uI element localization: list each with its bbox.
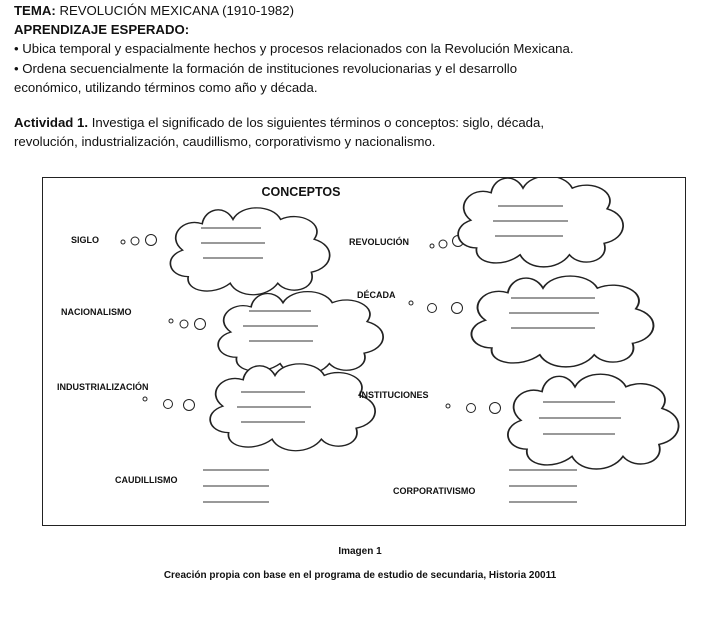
cloud-siglo — [170, 208, 329, 295]
label-caudillismo: CAUDILLISMO — [115, 475, 178, 485]
bubble-large — [195, 319, 206, 330]
bubble-medium — [467, 404, 476, 413]
bubble-small — [169, 319, 173, 323]
label-instituciones: INSTITUCIONES — [359, 390, 429, 400]
bubble-large — [490, 403, 501, 414]
learning-heading: APRENDIZAJE ESPERADO: — [14, 22, 190, 37]
label-industrializacion: INDUSTRIALIZACIÓN — [57, 382, 149, 392]
activity-label: Actividad 1. — [14, 115, 89, 130]
bubble-small — [446, 404, 450, 408]
activity-text-1: Investiga el significado de los siguientes términos o conceptos: siglo, década, — [91, 115, 545, 130]
bubble-small — [143, 397, 147, 401]
topic-value: REVOLUCIÓN MEXICANA (1910-1982) — [59, 3, 294, 18]
label-revolucion: REVOLUCIÓN — [349, 237, 410, 247]
bubble-medium — [164, 400, 173, 409]
label-corporativismo: CORPORATIVISMO — [393, 486, 476, 496]
bubble-small — [430, 244, 434, 248]
source-caption: Creación propia con base en el programa de estudio de secundaria, Historia 20011 — [163, 570, 557, 581]
bubble-large — [146, 235, 157, 246]
activity-line-1 — [14, 114, 544, 132]
cloud-revolucion — [458, 178, 623, 267]
image-caption: Imagen 1 — [338, 546, 382, 557]
bubble-medium — [439, 240, 447, 248]
topic-label: TEMA: — [14, 3, 56, 18]
bubble-medium — [131, 237, 139, 245]
bubble-medium — [180, 320, 188, 328]
label-nacionalismo: NACIONALISMO — [61, 307, 132, 317]
cloud-instituciones — [508, 374, 679, 469]
label-decada: DÉCADA — [357, 290, 396, 300]
bullet-2-line-1: • Ordena secuencialmente la formación de instituciones revolucionarias y el desarrollo — [14, 61, 518, 76]
bubble-medium — [428, 304, 437, 313]
label-siglo: SIGLO — [71, 235, 100, 245]
cloud-nacionalismo — [218, 292, 383, 375]
bubble-large — [452, 303, 463, 314]
bullet-2-line-2: económico, utilizando términos como año y década. — [14, 80, 318, 95]
diagram-title: CONCEPTOS — [261, 185, 341, 199]
cloud-decada — [471, 276, 653, 367]
concepts-diagram — [43, 178, 684, 524]
bubble-small — [121, 240, 125, 244]
bubble-small — [409, 301, 413, 305]
activity-line-2: revolución, industrialización, caudillismo, corporativismo y nacionalismo. — [14, 134, 436, 149]
bullet-1: • Ubica temporal y espacialmente hechos y procesos relacionados con la Revolución Mexicana. — [14, 41, 574, 56]
bubble-large — [184, 400, 195, 411]
concepts-diagram-frame — [42, 177, 686, 526]
topic-line — [14, 2, 294, 20]
